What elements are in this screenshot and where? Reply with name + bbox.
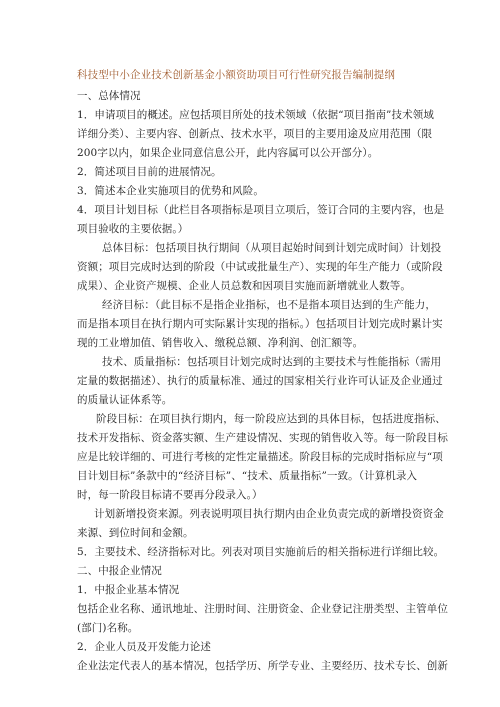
text-line: 资额；项目完成时达到的阶段（中试或批量生产）、实现的年生产能力（或阶段 (77, 261, 443, 273)
text-line: 技术、质量指标：包括项目计划完成时达到的主要技术与性能指标（需用 (102, 356, 442, 368)
text-line: (部门)名称。 (77, 622, 139, 634)
document-title: 科技型中小企业技术创新基金小额资助项目可行性研究报告编制提纲 (77, 69, 395, 81)
text-line: 5．主要技术、经济指标对比。列表对项目实施前后的相关指标进行详细比较。 (77, 546, 445, 558)
text-line: 经济目标：（此目标不是指企业指标，也不是指本项目达到的生产能力， (102, 299, 436, 311)
text-line: 3．简述本企业实施项目的优势和风险。 (77, 185, 264, 197)
text-line: 企业法定代表人的基本情况，包括学历、所学专业、主要经历、技术专长、创新 (77, 660, 448, 672)
text-line: 2．简述项目目前的进展情况。 (77, 166, 222, 178)
text-line: 定量的数据描述）、执行的质量标准、通过的国家相关行业许可认证及企业通过 (77, 375, 443, 387)
text-line: 阶段目标：在项目执行期内，每一阶段应达到的具体目标，包括进度指标、 (96, 413, 446, 425)
text-line: 4．项目计划目标（此栏目各项指标是项目立项后，签订合同的主要内容，也是 (77, 204, 445, 216)
text-line: 详细分类）、主要内容、创新点、技术水平，项目的主要用途及应用范围（限 (77, 128, 433, 140)
text-line: 现的工业增加值、销售收入、缴税总额、净利润、创汇额等。 (77, 337, 364, 349)
text-line: 目计划目标”条款中的“经济目标”、“技术、质量指标”一致。（计算机录入 (77, 470, 418, 482)
text-line: 1．申请项目的概述。应包括项目所处的技术领域（依据“项目指南”技术领域 (77, 109, 434, 121)
section-heading-overview: 一、总体情况 (77, 90, 141, 102)
section-heading-enterprise: 二、中报企业情况 (77, 565, 162, 577)
text-line: 计划新增投资来源。列表说明项目执行期内由企业负责完成的新增投资资金 (94, 508, 444, 520)
text-line: 的质量认证体系等。 (77, 394, 173, 406)
text-line: 而是指本项目在执行期内可实际累计实现的指标。）包括项目计划完成时累计实 (77, 318, 443, 330)
text-line: 项目验收的主要依据。） (77, 223, 189, 235)
text-line: 1．中报企业基本情况 (77, 584, 180, 596)
text-line: 时，每一阶段目标请不要再分段录入。） (77, 489, 263, 501)
text-line: 成果）、企业资产规模、企业人员总数和因项目实施而新增就业人数等。 (77, 280, 411, 292)
text-line: 2．企业人员及开发能力论述 (77, 641, 211, 653)
text-line: 200字以内，如果企业同意信息公开，此内容属可以公开部分）。 (77, 147, 379, 159)
text-line: 应是比较详细的、可进行考核的定性定量描述。阶段目标的完成时指标应与“项 (77, 451, 443, 463)
text-line: 总体目标：包括项目执行期间（从项目起始时间到计划完成时间）计划投 (102, 242, 442, 254)
text-line: 技术开发指标、资金落实额、生产建设情况、实现的销售收入等。每一阶段目标 (77, 432, 448, 444)
text-line: 来源、到位时间和金额。 (77, 527, 194, 539)
text-line: 包括企业名称、通讯地址、注册时间、注册资金、企业登记注册类型、主管单位 (77, 603, 448, 615)
